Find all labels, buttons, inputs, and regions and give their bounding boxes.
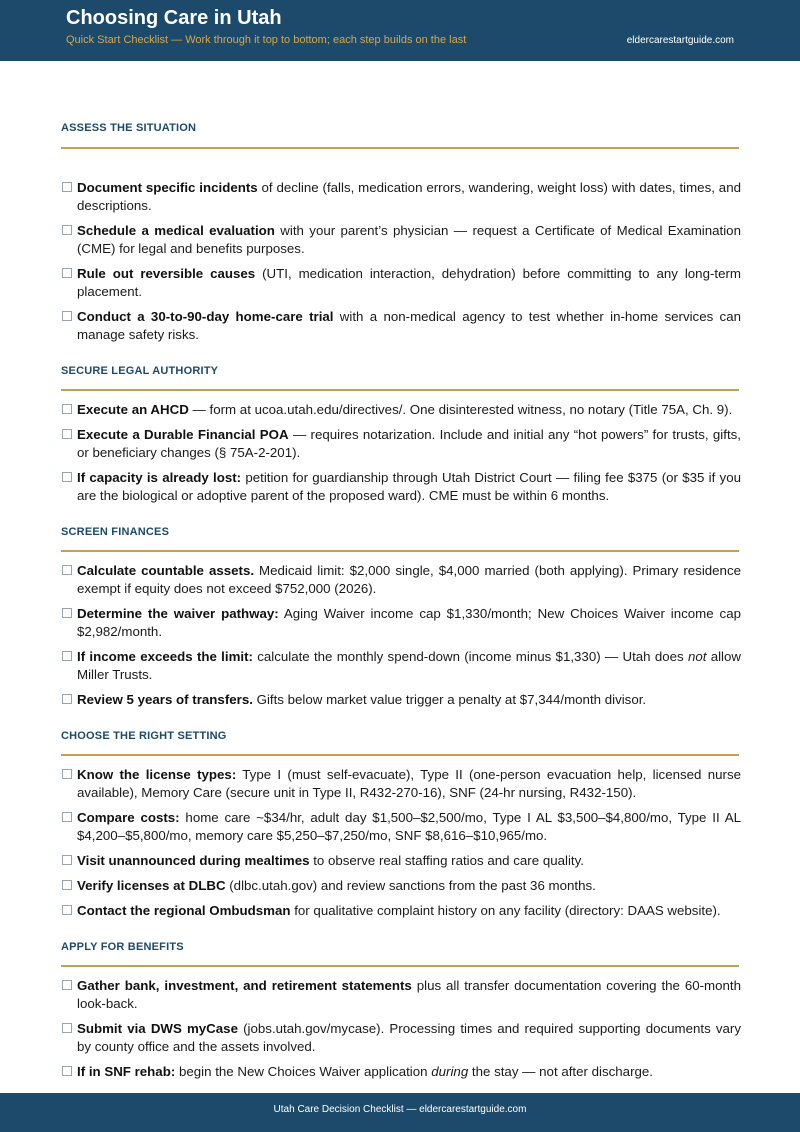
- checkbox[interactable]: [62, 565, 72, 575]
- checkbox[interactable]: [62, 268, 72, 278]
- checklist-item: Contact the regional Ombudsman for qualitative complaint history on any facility (directory: DAAS website).: [61, 902, 741, 920]
- checkbox[interactable]: [62, 980, 72, 990]
- checklist-item: Visit unannounced during mealtimes to observe real staffing ratios and care quality.: [61, 852, 741, 870]
- checklist-item: Rule out reversible causes (UTI, medication interaction, dehydration) before committing to any long-term placement.: [61, 265, 741, 301]
- checkbox[interactable]: [62, 429, 72, 439]
- checklist-item: Compare costs: home care ~$34/hr, adult day $1,500–$2,500/mo, Type I AL $3,500–$4,800/mo, Type II AL $4,200–$5,800/mo, memory care $5,250–$7,250/mo, SNF $8,616–$10,965/mo.: [61, 809, 741, 845]
- checklist-item: Schedule a medical evaluation with your parent’s physician — request a Certificate of Medical Examination (CME) for legal and benefits purposes.: [61, 222, 741, 258]
- section-title-benefits: APPLY FOR BENEFITS: [61, 941, 184, 953]
- section-divider: [61, 147, 739, 149]
- section-divider: [61, 965, 739, 967]
- site-url: eldercarestartguide.com: [626, 35, 734, 46]
- checklist-item: Conduct a 30-to-90-day home-care trial with a non-medical agency to test whether in-home services can manage safety risks.: [61, 308, 741, 344]
- checklist-item: Gather bank, investment, and retirement statements plus all transfer documentation covering the 60-month look-back.: [61, 977, 741, 1013]
- checkbox[interactable]: [62, 905, 72, 915]
- checkbox[interactable]: [62, 1023, 72, 1033]
- checklist-item: Review 5 years of transfers. Gifts below market value trigger a penalty at $7,344/month divisor.: [61, 691, 741, 709]
- page-footer: [0, 1093, 800, 1132]
- section-divider: [61, 550, 739, 552]
- checkbox[interactable]: [62, 769, 72, 779]
- checklist-item: Determine the waiver pathway: Aging Waiver income cap $1,330/month; New Choices Waiver income cap $2,982/month.: [61, 605, 741, 641]
- checkbox[interactable]: [62, 855, 72, 865]
- checklist-item: Verify licenses at DLBC (dlbc.utah.gov) and review sanctions from the past 36 months.: [61, 877, 741, 895]
- section-title-setting: CHOOSE THE RIGHT SETTING: [61, 730, 227, 742]
- checkbox[interactable]: [62, 404, 72, 414]
- checkbox[interactable]: [62, 472, 72, 482]
- checklist-item: Document specific incidents of decline (falls, medication errors, wandering, weight loss) with dates, times, and descriptions.: [61, 179, 741, 215]
- checkbox[interactable]: [62, 225, 72, 235]
- section-divider: [61, 754, 739, 756]
- page-subtitle: Quick Start Checklist — Work through it top to bottom; each step builds on the last: [66, 34, 467, 46]
- section-title-finances: SCREEN FINANCES: [61, 526, 170, 538]
- checklist-item: If capacity is already lost: petition for guardianship through Utah District Court — filing fee $375 (or $35 if you are the biological or adoptive parent of the proposed ward). CME must be within 6 months.: [61, 469, 741, 505]
- footer-text: Utah Care Decision Checklist — eldercarestartguide.com: [273, 1104, 527, 1115]
- checkbox[interactable]: [62, 608, 72, 618]
- checklist-item: Execute an AHCD — form at ucoa.utah.edu/directives/. One disinterested witness, no notary (Title 75A, Ch. 9).: [61, 401, 741, 419]
- checkbox[interactable]: [62, 1066, 72, 1076]
- checklist-item: If income exceeds the limit: calculate the monthly spend-down (income minus $1,330) — Utah does not allow Miller Trusts.: [61, 648, 741, 684]
- checkbox[interactable]: [62, 651, 72, 661]
- page-title: Choosing Care in Utah: [66, 7, 282, 29]
- checkbox[interactable]: [62, 812, 72, 822]
- checkbox[interactable]: [62, 694, 72, 704]
- checkbox[interactable]: [62, 311, 72, 321]
- section-divider: [61, 389, 739, 391]
- checkbox[interactable]: [62, 182, 72, 192]
- section-title-legal: SECURE LEGAL AUTHORITY: [61, 365, 219, 377]
- checklist-item: Calculate countable assets. Medicaid limit: $2,000 single, $4,000 married (both applying). Primary residence exempt if equity does not exceed $752,000 (2026).: [61, 562, 741, 598]
- checkbox[interactable]: [62, 880, 72, 890]
- checklist-item: Know the license types: Type I (must self-evacuate), Type II (one-person evacuation help, licensed nurse available), Memory Care (secure unit in Type II, R432-270-16), SNF (24-hr nursing, R432-150).: [61, 766, 741, 802]
- checklist-item: Submit via DWS myCase (jobs.utah.gov/mycase). Processing times and required supporting documents vary by county office and the assets involved.: [61, 1020, 741, 1056]
- checklist-item: If in SNF rehab: begin the New Choices Waiver application during the stay — not after discharge.: [61, 1063, 741, 1081]
- section-title-assess: ASSESS THE SITUATION: [61, 122, 197, 134]
- checklist-item: Execute a Durable Financial POA — requires notarization. Include and initial any “hot powers” for trusts, gifts, or beneficiary changes (§ 75A-2-201).: [61, 426, 741, 462]
